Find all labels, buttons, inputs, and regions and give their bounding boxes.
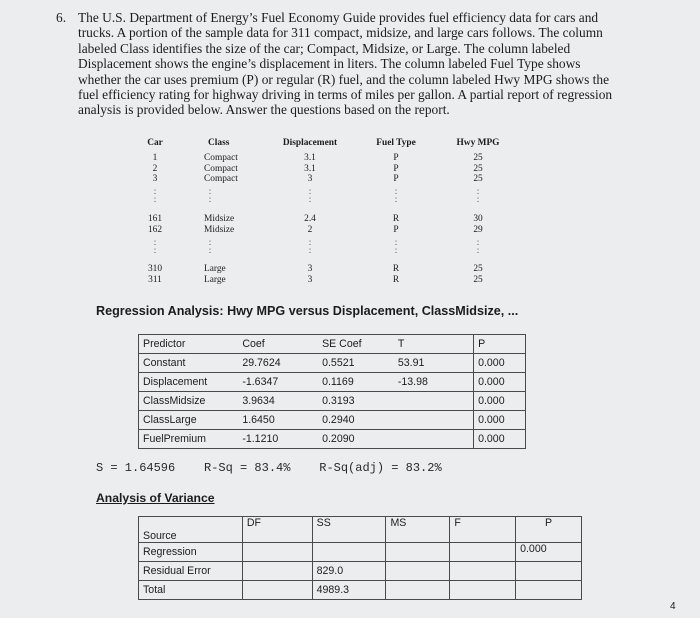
- car-column-compact: [140, 153, 170, 185]
- question-line: The U.S. Department of Energy’s Fuel Economy Guide provides fuel efficiency data for cars and: [78, 10, 599, 25]
- table-row: [139, 373, 526, 392]
- class-column-midsize: [204, 214, 256, 235]
- t-cell: -13.98: [394, 373, 474, 392]
- cell: P: [393, 163, 399, 174]
- cell: 2: [307, 224, 313, 235]
- ellipsis: : :: [308, 237, 312, 255]
- source-cell: Total: [139, 581, 243, 600]
- cell: P: [393, 153, 399, 163]
- question-line: Displacement shows the engine’s displacement in liters. The column labeled Fuel Type shows: [78, 56, 581, 72]
- coef-cell: -1.1210: [238, 430, 318, 449]
- cell: 25: [473, 174, 483, 184]
- p-cell: [516, 581, 582, 600]
- cell: 161: [147, 214, 163, 224]
- col-header-f: F: [450, 517, 516, 543]
- question-line: trucks. A portion of the sample data for 311 compact, midsize, and large cars follows. The column: [78, 25, 603, 41]
- ellipsis: : :: [208, 186, 212, 204]
- displacement-column-large: [272, 264, 348, 285]
- p-cell: 0.000: [516, 543, 582, 562]
- f-cell: [450, 581, 516, 600]
- ellipsis: : :: [308, 186, 312, 204]
- t-cell: [394, 430, 474, 449]
- question-line: whether the car uses premium (P) or regular (R) fuel, and the column labeled Hwy MPG shows the: [78, 71, 610, 87]
- hwy-column-midsize: [446, 214, 510, 235]
- cell: 3: [307, 274, 313, 285]
- cell: 311: [148, 274, 162, 285]
- col-header-ss: SS: [312, 517, 386, 543]
- cell: 3: [152, 174, 158, 184]
- ellipsis: : :: [476, 237, 480, 255]
- cell: 3.1: [304, 153, 316, 163]
- se-cell: 0.5521: [318, 354, 394, 373]
- coef-cell: 29.7624: [238, 354, 318, 373]
- cell: 30: [473, 214, 483, 224]
- fuel-column-large: [368, 264, 424, 285]
- se-cell: 0.2940: [318, 411, 394, 430]
- ms-cell: [386, 543, 450, 562]
- col-header-ms: MS: [386, 517, 450, 543]
- cell: 3: [307, 174, 313, 184]
- source-cell: Regression: [139, 543, 243, 562]
- col-header-coef: Coef: [238, 335, 318, 354]
- fuel-column-midsize: [368, 214, 424, 235]
- cell: 162: [147, 224, 163, 235]
- cell: Large: [204, 264, 226, 274]
- anova-heading: Analysis of Variance: [96, 491, 215, 505]
- table-row: [139, 411, 526, 430]
- table-row: [139, 430, 526, 449]
- ms-cell: [386, 562, 450, 581]
- cell: Midsize: [204, 224, 235, 235]
- col-header-df: DF: [242, 517, 312, 543]
- cell: Large: [204, 274, 226, 285]
- page-number: 4: [670, 601, 676, 612]
- cell: Compact: [204, 163, 238, 174]
- table-row: [139, 335, 526, 354]
- class-column-compact: [204, 153, 256, 185]
- class-column-large: [204, 264, 256, 285]
- source-cell: Residual Error: [139, 562, 243, 581]
- cell: R: [392, 214, 400, 224]
- df-cell: [242, 562, 312, 581]
- question-text: [78, 10, 668, 118]
- ss-cell: 4989.3: [312, 581, 386, 600]
- question-line: fuel efficiency rating for highway driving in terms of miles per gallon. A partial report of regression: [78, 87, 613, 103]
- model-summary: S = 1.64596 R-Sq = 83.4% R-Sq(adj) = 83.2%: [96, 461, 442, 475]
- question-line: analysis is provided below. Answer the questions based on the report.: [78, 102, 450, 118]
- f-cell: [450, 543, 516, 562]
- table-row: [139, 354, 526, 373]
- displacement-column-midsize: [272, 214, 348, 235]
- cell: 310: [147, 264, 163, 274]
- cell: 25: [473, 153, 483, 163]
- hwy-column-large: [446, 264, 510, 285]
- cell: 29: [473, 224, 483, 235]
- header-fuel-type: Fuel Type: [376, 138, 416, 148]
- p-cell: 0.000: [474, 373, 526, 392]
- fuel-column-compact: [368, 153, 424, 185]
- ellipsis: : :: [153, 237, 157, 255]
- cell: R: [392, 264, 400, 274]
- df-cell: [242, 543, 312, 562]
- se-cell: 0.2090: [318, 430, 394, 449]
- cell: 2: [152, 163, 158, 174]
- p-cell: [516, 562, 582, 581]
- f-cell: [450, 562, 516, 581]
- cell: 2.4: [304, 214, 316, 224]
- cell: 25: [473, 163, 483, 174]
- cell: 3.1: [304, 163, 316, 174]
- cell: 25: [473, 274, 483, 285]
- col-header-p: P: [474, 335, 526, 354]
- car-column-midsize: [140, 214, 170, 235]
- cell: Compact: [204, 153, 238, 163]
- predictor-cell: Displacement: [139, 373, 239, 392]
- cell: R: [392, 274, 400, 285]
- ss-cell: [312, 543, 386, 562]
- predictor-cell: FuelPremium: [139, 430, 239, 449]
- ss-cell: 829.0: [312, 562, 386, 581]
- t-cell: [394, 392, 474, 411]
- ellipsis: : :: [208, 237, 212, 255]
- ellipsis: : :: [394, 186, 398, 204]
- cell: Compact: [204, 174, 238, 184]
- header-hwy-mpg: Hwy MPG: [456, 138, 500, 148]
- regression-heading: Regression Analysis: Hwy MPG versus Displacement, ClassMidsize, ...: [96, 304, 519, 318]
- cell: 25: [473, 264, 483, 274]
- ellipsis: : :: [476, 186, 480, 204]
- t-cell: 53.91: [394, 354, 474, 373]
- col-header-source: Source: [139, 517, 243, 543]
- p-cell: 0.000: [474, 354, 526, 373]
- header-car: Car: [147, 138, 163, 148]
- col-header-t: T: [394, 335, 474, 354]
- header-displacement: Displacement: [282, 138, 338, 148]
- header-class: Class: [208, 138, 230, 148]
- cell: P: [393, 224, 399, 235]
- table-row: [139, 543, 582, 562]
- ms-cell: [386, 581, 450, 600]
- predictor-cell: Constant: [139, 354, 239, 373]
- p-cell: 0.000: [474, 392, 526, 411]
- ellipsis: : :: [153, 186, 157, 204]
- cell: 3: [307, 264, 313, 274]
- table-row: [139, 517, 582, 543]
- coef-cell: 1.6450: [238, 411, 318, 430]
- predictor-cell: ClassLarge: [139, 411, 239, 430]
- table-row: [139, 392, 526, 411]
- question-line: labeled Class identifies the size of the car; Compact, Midsize, or Large. The column labeled: [78, 40, 571, 56]
- cell: Midsize: [204, 214, 235, 224]
- displacement-column-compact: [272, 153, 348, 185]
- se-cell: 0.1169: [318, 373, 394, 392]
- hwy-column-compact: [446, 153, 510, 185]
- cell: P: [393, 174, 399, 184]
- col-header-p: P: [516, 517, 582, 543]
- t-cell: [394, 411, 474, 430]
- coef-cell: 3.9634: [238, 392, 318, 411]
- p-cell: 0.000: [474, 430, 526, 449]
- car-column-large: [140, 264, 170, 285]
- se-cell: 0.3193: [318, 392, 394, 411]
- coef-cell: -1.6347: [238, 373, 318, 392]
- coefficient-table: [138, 334, 526, 449]
- df-cell: [242, 581, 312, 600]
- cell: 1: [152, 153, 158, 163]
- table-row: [139, 581, 582, 600]
- ellipsis: : :: [394, 237, 398, 255]
- col-header-se-coef: SE Coef: [318, 335, 394, 354]
- p-cell: 0.000: [474, 411, 526, 430]
- anova-table: [138, 516, 582, 600]
- table-row: [139, 562, 582, 581]
- predictor-cell: ClassMidsize: [139, 392, 239, 411]
- col-header-predictor: Predictor: [139, 335, 239, 354]
- question-number: 6.: [56, 10, 67, 25]
